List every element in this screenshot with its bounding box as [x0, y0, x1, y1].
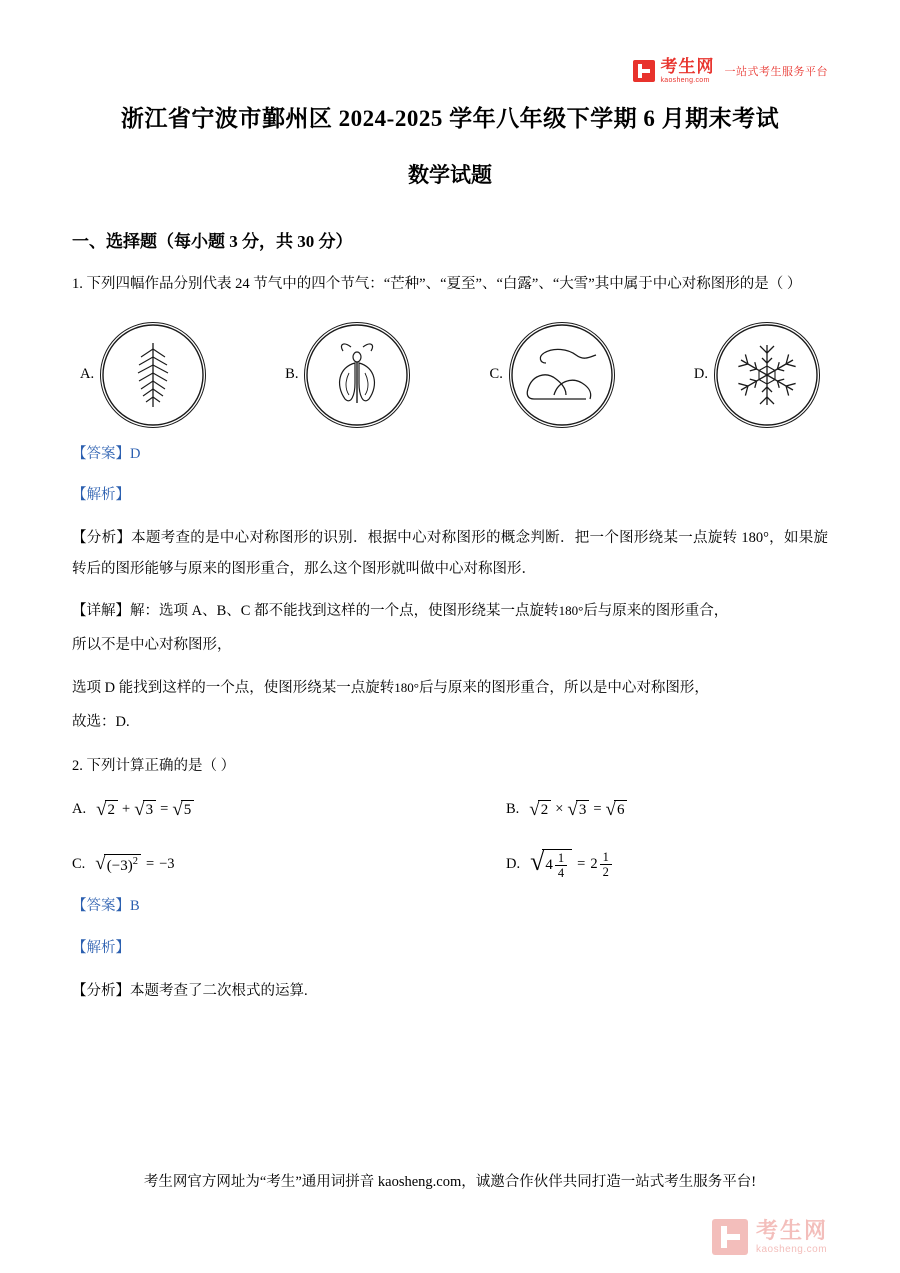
sqrt-5-icon: √ 5 [172, 800, 194, 819]
logo-mark-icon [633, 60, 655, 82]
logo-cn-text: 考生网 [660, 57, 715, 76]
q2-fenxi-label: 【分析】 [72, 982, 130, 999]
cloud-dew-icon [509, 322, 615, 428]
q2-option-d: D. √ 4 $\frac{1}{4}$ = 2 $\frac{1}{2}$ [450, 849, 828, 881]
xiangjie-text-1: 解：选项 A、B、C 都不能找到这样的一个点，使图形绕某一点旋转 [130, 603, 559, 620]
q2-option-c: C. √ $(-3)^2$ = −3 [72, 852, 175, 874]
option-b-label: B. [285, 366, 299, 383]
sqrt-6-icon: √ 6 [606, 800, 628, 819]
q2-option-d-label: D. [506, 855, 521, 872]
page-subtitle: 数学试题 [408, 163, 492, 187]
logo-en-text: kaosheng.com [660, 77, 710, 84]
snowflake-icon [714, 322, 820, 428]
q2-option-b-label: B. [506, 800, 520, 817]
option-c [490, 322, 615, 428]
logo-text [661, 58, 715, 84]
watermark-en-text: kaosheng.com [755, 1243, 828, 1255]
question-1-fenxi [72, 523, 828, 584]
wheat-ear-icon [100, 322, 206, 428]
watermark-cn-text: 考生网 [755, 1218, 828, 1244]
question-1-analysis-label: 【解析】 [72, 487, 130, 504]
option-d-label: D. [693, 366, 708, 383]
question-2-answer [72, 892, 828, 922]
xiangjie-text-2: 后与原来的图形重合， [583, 603, 729, 620]
sqrt-2-icon: √ 2 [96, 800, 118, 819]
watermark-mark-icon [712, 1219, 748, 1255]
question-1-answer [72, 440, 828, 470]
watermark-text [756, 1219, 828, 1254]
question-2-fenxi [72, 976, 828, 1006]
sqrt-neg3-squared-icon: √ $(-3)^2$ [95, 854, 141, 875]
question-1-options [72, 322, 828, 428]
xiangjie-line3-degree: 180° [394, 679, 419, 695]
option-d [694, 322, 820, 428]
question-1-xiangjie-line2: 所以不是中心对称图形， [72, 637, 232, 654]
option-b [285, 322, 410, 428]
page-title: 浙江省宁波市鄞州区 2024-2025 学年八年级下学期 6 月期末考试 [120, 106, 780, 131]
question-1-xiangjie-line3 [72, 673, 828, 703]
fenxi-label: 【分析】 [72, 530, 132, 547]
q2-answer-label: 【答案】 [72, 898, 130, 915]
option-a [80, 322, 206, 428]
option-c-label: C. [489, 366, 503, 383]
mixed-number-2-and-half: 2 $\frac{1}{2}$ [590, 850, 614, 880]
q2-option-a-label: A. [72, 800, 87, 817]
xiangjie-line3-text-1: 选项 D 能找到这样的一个点，使图形绕某一点旋转 [72, 679, 395, 696]
question-2-text: 2. 下列计算正确的是（ ） [72, 757, 236, 774]
xiangjie-line3-text-2: 后与原来的图形重合，所以是中心对称图形， [418, 679, 709, 696]
logo-slogan-text: 一站式考生服务平台 [724, 66, 828, 78]
option-a-label: A. [80, 366, 95, 383]
answer-value: D [130, 445, 141, 462]
q2-option-c-label: C. [72, 855, 86, 872]
question-2-analysis-label: 【解析】 [72, 939, 130, 956]
answer-label: 【答案】 [72, 445, 130, 462]
section-heading: 一、选择题（每小题 3 分，共 30 分） [72, 232, 353, 251]
fenxi-degree: 180° [741, 530, 769, 547]
insect-icon [304, 322, 410, 428]
sqrt-3b-icon: √ 3 [567, 800, 589, 819]
sqrt-mixed-fraction-icon: √ 4 $\frac{1}{4}$ [530, 849, 572, 881]
q2-answer-value: B [130, 898, 140, 915]
question-1-text: 1. 下列四幅作品分别代表 24 节气中的四个节气：“芒种”、“夏至”、“白露”、“大雪”其中属于中心对称图形的是（ ） [72, 276, 802, 292]
footer-note: 考生网官方网址为“考生”通用词拼音 kaosheng.com，诚邀合作伙伴共同打造一站式考生服务平台! [143, 1174, 757, 1190]
question-2-options [72, 800, 828, 881]
sqrt-2b-icon: √ 2 [529, 800, 551, 819]
sqrt-3-icon: √ 3 [134, 800, 156, 819]
xiangjie-degree: 180° [558, 603, 584, 619]
q2-fenxi-text: 本题考查了二次根式的运算. [130, 982, 308, 999]
footer-watermark [712, 1219, 828, 1255]
fenxi-text-1: 本题考查的是中心对称图形的识别．根据中心对称图形的概念判断．把一个图形绕某一点旋转 [131, 530, 738, 547]
question-1-conclusion: 故选：D. [72, 714, 130, 731]
fenxi-text-2: ，如果旋转后的图形能够与原来的图形重合，那么这个图形就叫做中心对称图形． [72, 530, 829, 577]
site-logo [633, 58, 829, 84]
xiangjie-label: 【详解】 [72, 603, 130, 620]
q2-option-b: B. √ 2 × √ 3 = √ 6 [450, 800, 828, 819]
q2-option-a: A. √ 2 + √ 3 = √ 5 [72, 800, 450, 819]
question-1-xiangjie [72, 596, 828, 626]
